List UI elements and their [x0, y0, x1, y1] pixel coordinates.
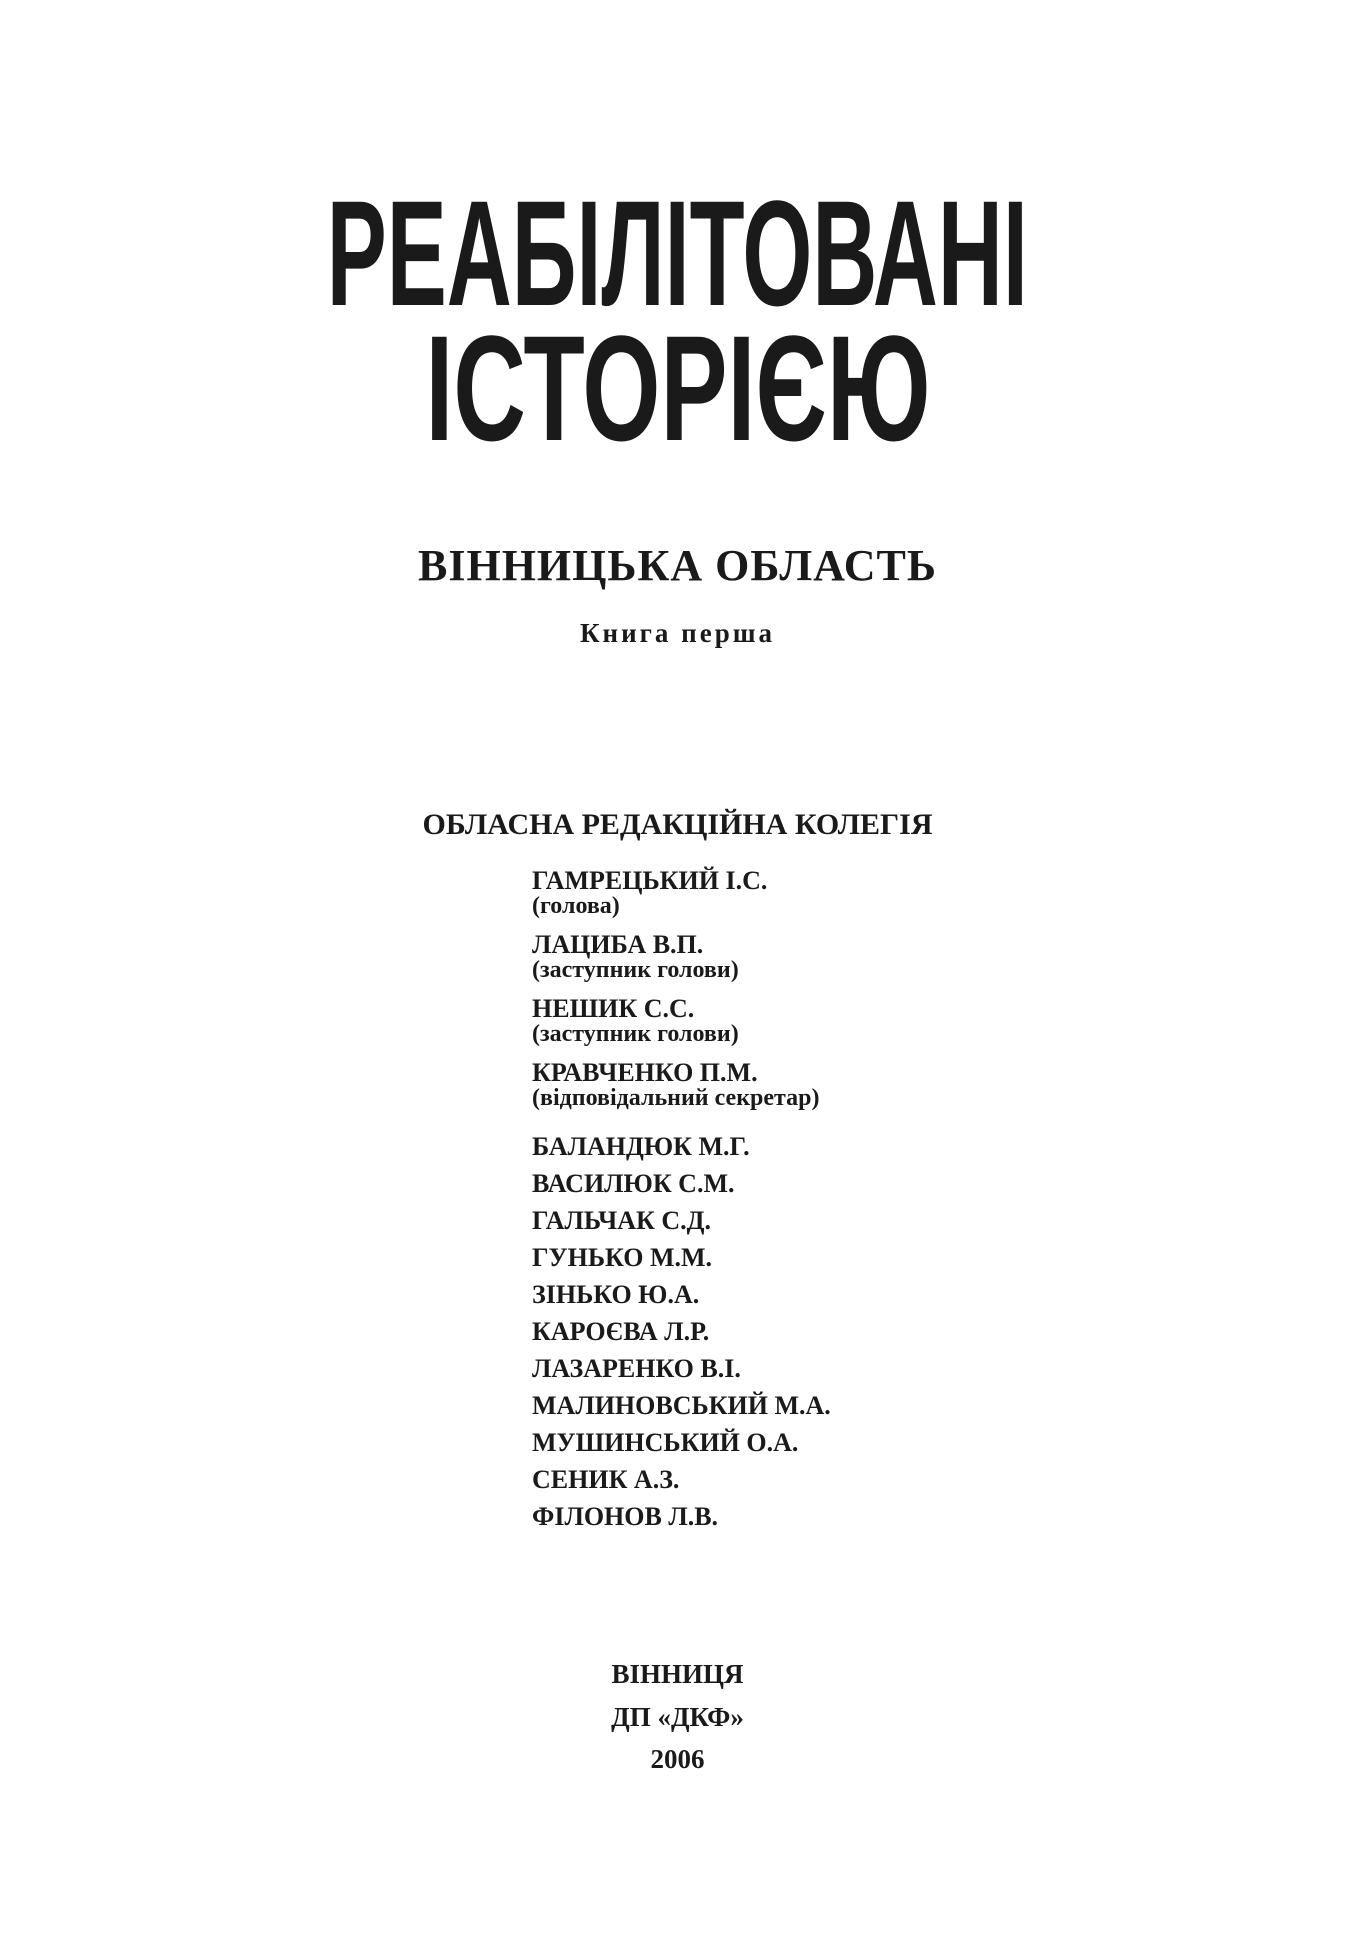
member-name: НЕШИК С.С.	[532, 994, 695, 1023]
board-member	[532, 1208, 1232, 1245]
editorial-board-title: ОБЛАСНА РЕДАКЦІЙНА КОЛЕГІЯ	[422, 808, 933, 841]
member-name: ЛАЗАРЕНКО В.І.	[532, 1354, 741, 1383]
board-member	[532, 1171, 1232, 1208]
member-role: (заступник голови)	[532, 1021, 739, 1047]
member-role: (відповідальний секретар)	[532, 1085, 820, 1111]
editorial-board-list	[532, 868, 1232, 1541]
board-member	[532, 1134, 1232, 1171]
board-member	[532, 1430, 1232, 1467]
board-member	[532, 932, 1232, 996]
member-role: (голова)	[532, 893, 620, 919]
imprint-city: ВІННИЦЯ	[611, 1659, 744, 1689]
board-member	[532, 1245, 1232, 1282]
member-name: КРАВЧЕНКО П.М.	[532, 1058, 758, 1087]
title-line-1-text: РЕАБІЛІТОВАНІ	[326, 169, 1029, 337]
member-name: СЕНИК А.З.	[532, 1465, 680, 1494]
board-member	[532, 1282, 1232, 1319]
imprint-publisher: ДП «ДКФ»	[611, 1702, 744, 1732]
member-name: БАЛАНДЮК М.Г.	[532, 1132, 750, 1161]
member-name: ФІЛОНОВ Л.В.	[532, 1502, 719, 1531]
member-name: МАЛИНОВСЬКИЙ М.А.	[532, 1391, 831, 1420]
member-name: ГАЛЬЧАК С.Д.	[532, 1206, 712, 1235]
board-member	[532, 1393, 1232, 1430]
member-name: КАРОЄВА Л.Р.	[532, 1317, 710, 1346]
board-member	[532, 1319, 1232, 1356]
board-member	[532, 1504, 1232, 1541]
member-name: ВАСИЛЮК С.М.	[532, 1169, 735, 1198]
member-name: ГАМРЕЦЬКИЙ І.С.	[532, 866, 768, 895]
member-name: ЗІНЬКО Ю.А.	[532, 1280, 700, 1309]
board-member	[532, 1356, 1232, 1393]
board-member	[532, 1467, 1232, 1504]
board-member	[532, 1060, 1232, 1134]
member-role: (заступник голови)	[532, 957, 739, 983]
region-heading: ВІННИЦЬКА ОБЛАСТЬ	[418, 541, 937, 590]
title-line-2	[0, 304, 1355, 472]
book-volume: Книга перша	[579, 618, 776, 648]
imprint-year: 2006	[650, 1744, 705, 1774]
member-name: ГУНЬКО М.М.	[532, 1243, 713, 1272]
board-member	[532, 996, 1232, 1060]
member-name: МУШИНСЬКИЙ О.А.	[532, 1428, 799, 1457]
title-line-2-text: ІСТОРІЄЮ	[424, 304, 931, 472]
board-member	[532, 868, 1232, 932]
member-name: ЛАЦИБА В.П.	[532, 930, 704, 959]
